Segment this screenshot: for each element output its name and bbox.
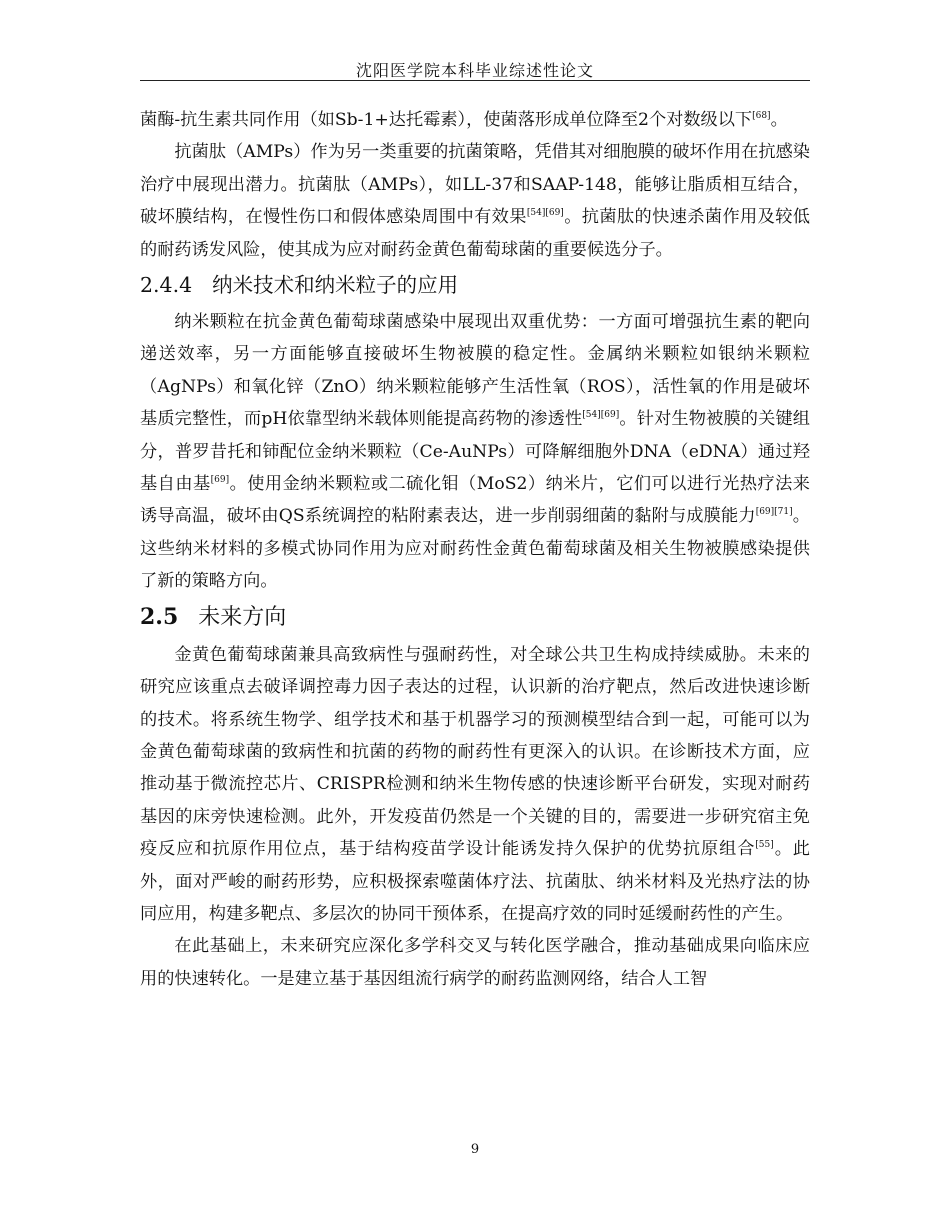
section-title: 纳米技术和纳米粒子的应用 (212, 273, 459, 298)
section-number: 2.5 (140, 603, 179, 630)
section-number: 2.4.4 (140, 273, 193, 298)
citation: [69] (210, 475, 230, 486)
paragraph-translational-research: 在此基础上，未来研究应深化多学科交叉与转化医学融合，推动基础成果向临床应用的快速转化。一是建立基于基因组流行病学的耐药监测网络，结合人工智 (140, 936, 810, 989)
paragraph-antimicrobial-peptides: 抗菌肽（AMPs）作为另一类重要的抗菌策略，凭借其对细胞膜的破坏作用在抗感染治疗中展现出潜力。抗菌肽（AMPs），如LL-37和SAAP-148，能够让脂质相互结合，破坏膜结构，在慢性伤口和假体感染周围中有效果[54][69]。抗菌肽的快速杀菌作用及较低的耐药诱发风险，使其成为应对耐药金黄色葡萄球菌的重要候选分子。 (140, 142, 810, 260)
running-header: 沈阳医学院本科毕业综述性论文 (355, 61, 594, 80)
paragraph-nanoparticles: 纳米颗粒在抗金黄色葡萄球菌感染中展现出双重优势：一方面可增强抗生素的靶向递送效率，另一方面能够直接破坏生物被膜的稳定性。金属纳米颗粒如银纳米颗粒（AgNPs）和氧化锌（ZnO）纳米颗粒能够产生活性氧（ROS），活性氧的作用是破坏基质完整性，而pH依靠型纳米载体则能提高药物的渗透性[54][69]。针对生物被膜的关键组分，普罗昔托和铈配位金纳米颗粒（Ce-AuNPs）可降解细胞外DNA（eDNA）通过羟基自由基[69]。使用金纳米颗粒或二硫化钼（MoS2）纳米片，它们可以进行光热疗法来诱导高温，破坏由QS系统调控的粘附素表达，进一步削弱细菌的黏附与成膜能力[69][71]。这些纳米材料的多模式协同作用为应对耐药性金黄色葡萄球菌及相关生物被膜感染提供了新的策略方向。 (140, 312, 810, 592)
citation: [54][69] (582, 410, 620, 421)
section-heading-2-5 (140, 602, 810, 633)
document-body (140, 104, 810, 995)
header-divider (140, 80, 810, 81)
page-number: 9 (470, 1142, 480, 1157)
citation: [55] (755, 840, 774, 851)
section-title: 未来方向 (198, 604, 287, 630)
citation: [54][69] (526, 208, 564, 219)
paragraph-future-directions: 金黄色葡萄球菌兼具高致病性与强耐药性，对全球公共卫生构成持续威胁。未来的研究应该重点去破译调控毒力因子表达的过程，认识新的治疗靶点，然后改进快速诊断的技术。将系统生物学、组学技术和基于机器学习的预测模型结合到一起，可能可以为金黄色葡萄球菌的致病性和抗菌的药物的耐药性有更深入的认识。在诊断技术方面，应推动基于微流控芯片、CRISPR检测和纳米生物传感的快速诊断平台研发，实现对耐药基因的床旁快速检测。此外，开发疫苗仍然是一个关键的目的，需要进一步研究宿主免疫反应和抗原作用位点，基于结构疫苗学设计能诱发持久保护的优势抗原组合[55]。此外，面对严峻的耐药形势，应积极探索噬菌体疗法、抗菌肽、纳米材料及光热疗法的协同应用，构建多靶点、多层次的协同干预体系，在提高疗效的同时延缓耐药性的产生。 (140, 644, 810, 924)
paragraph-text: 菌酶-抗生素共同作用（如Sb-1+达托霉素），使菌落形成单位降至2个对数级以下 (140, 110, 753, 130)
section-heading-2-4-4 (140, 270, 810, 300)
citation: [69][71] (755, 507, 793, 518)
citation: [68] (752, 111, 771, 121)
paragraph-phage-continuation: 菌酶-抗生素共同作用（如Sb-1+达托霉素），使菌落形成单位降至2个对数级以下[68]。 (140, 110, 788, 130)
